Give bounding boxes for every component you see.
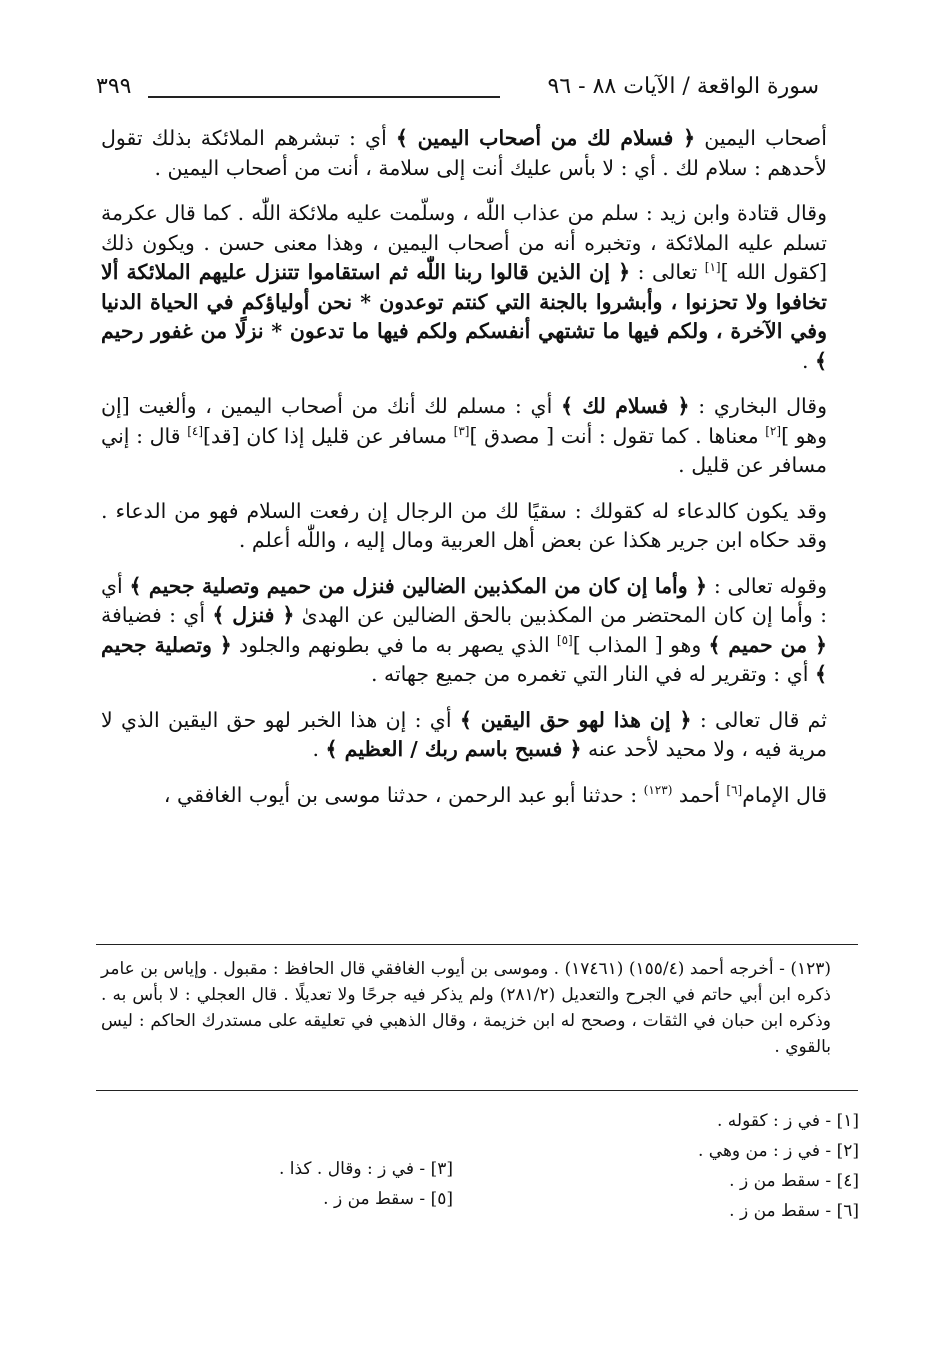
note-ref-3: [٣] <box>453 423 470 438</box>
surah-title: سورة الواقعة / الآيات ٨٨ - ٩٦ <box>547 74 819 99</box>
page-header <box>0 72 931 112</box>
note-ref-1: [١] <box>704 260 721 275</box>
quran-quote: ﴿ وتصلية جحيم ﴾ <box>101 632 827 686</box>
variant-note-4: [٤] - سقط من ز . <box>729 1171 859 1191</box>
quran-quote: ﴿ من حميم ﴾ <box>708 632 828 657</box>
variant-notes-left-column <box>279 1154 453 1214</box>
text: : حدثنا أبو عبد الرحمن ، حدثنا موسى بن أيوب الغافقي ، <box>163 782 644 807</box>
text: أي : وأما إن كان المحتضر من المكذبين بالحق الضالين عن الهدىٰ <box>101 573 827 627</box>
note-ref-6: [٦] <box>726 782 743 797</box>
quran-quote: ﴿ فسبح باسم ربك / العظيم ﴾ <box>325 737 582 761</box>
text: أحمد <box>672 782 727 807</box>
paragraph-5 <box>101 572 827 690</box>
main-text <box>101 124 827 826</box>
paragraph-7 <box>101 781 827 811</box>
variant-note-5: [٥] - سقط من ز . <box>323 1189 453 1209</box>
text: . <box>801 348 815 373</box>
quran-quote: ﴿ فنزل ﴾ <box>212 603 295 627</box>
text: أصحاب اليمين <box>695 126 827 150</box>
paragraph-2 <box>101 199 827 376</box>
text: مسافر عن قليل إذا كان [قد] <box>203 423 454 448</box>
page-number: ٣٩٩ <box>96 74 132 99</box>
quran-quote: ﴿ وأما إن كان من المكذبين الضالين فنزل من حميم وتصلية جحيم ﴾ <box>129 573 708 598</box>
paragraph-3 <box>101 392 827 481</box>
text: قال الإمام <box>742 782 827 807</box>
variant-notes-right-column <box>698 1106 859 1226</box>
quran-quote: ﴿ فسلام لك ﴾ <box>561 394 690 418</box>
variant-note-6: [٦] - سقط من ز . <box>729 1201 859 1221</box>
variant-note-1: [١] - في ز : كقوله . <box>717 1111 859 1131</box>
paragraph-6 <box>101 706 827 765</box>
text: أي : إن هذا الخبر لهو حق اليقين الذي لا مرية فيه ، ولا محيد لأحد عنه <box>101 707 827 761</box>
note-ref-2: [٢] <box>765 423 782 438</box>
text: أي : وتقرير له في النار التي تغمره من جميع جهاته . <box>370 662 815 686</box>
notes-separator <box>96 1090 858 1091</box>
header-rule <box>148 96 500 98</box>
text: وقال البخاري : <box>689 394 827 418</box>
text: الذي يصهر به ما في بطونهم والجلود <box>231 632 557 657</box>
text: . <box>312 737 326 761</box>
text: وقد يكون كالدعاء له كقولك : سقيًا لك من الرجال إن رفعت السلام فهو من الدعاء . وقد حكاه ابن جرير هكذا عن بعض أهل العربية ومال إليه ، واللّٰه أعلم . <box>101 498 827 552</box>
text: أي : فضيافة <box>101 603 213 627</box>
quran-quote: ﴿ إن الذين قالوا ربنا اللّٰه ثم استقاموا تتنزل عليهم الملائكة ألا تخافوا ولا تحزنوا ، وأبشروا بالجنة التي كنتم توعدون * نحن أولياؤكم في الحياة الدنيا وفي الآخرة ، ولكم فيها ما تشتهي أنفسكم ولكم فيها ما تدعون * نزلًا من غفور رحيم ﴾ <box>101 260 827 373</box>
text: وقوله تعالى : <box>707 573 827 598</box>
footnote-123: (١٢٣) - أخرجه أحمد (١٥٥/٤) (١٧٤٦١) . وموسى بن أيوب الغافقي قال الحافظ : مقبول . وإياس بن عامر ذكره ابن أبي حاتم في الجرح والتعديل (٢٨١/٢) ولم يذكر فيه جرحًا ولا تعديلًا . قال العجلي : لا بأس به . وذكره ابن حبان في الثقات ، وصحح له ابن خزيمة ، وقال الذهبي في تعليقه على مستدرك الحاكم : ليس بالقوي . <box>101 959 832 1057</box>
text: أي : تبشرهم الملائكة بذلك تقول لأحدهم : سلام لك . أي : لا بأس عليك أنت إلى سلامة ، أنت من أصحاب اليمين . <box>101 126 827 180</box>
text: أي : مسلم لك أنك من أصحاب اليمين ، وألغيت [إن وهو ] <box>101 394 827 448</box>
paragraph-4 <box>101 497 827 556</box>
quran-quote: ﴿ فسلام لك من أصحاب اليمين ﴾ <box>395 126 696 150</box>
footnote-ref-123: (١٢٣) <box>643 782 673 797</box>
footnote-separator <box>96 944 858 945</box>
quran-quote: ﴿ إن هذا لهو حق اليقين ﴾ <box>459 707 692 732</box>
text: وهو [ المذاب ] <box>572 632 709 657</box>
variant-note-2: [٢] - في ز : من وهي . <box>697 1141 859 1161</box>
text: معناها . كما تقول : أنت [ مصدق ] <box>469 423 766 448</box>
note-ref-4: [٤] <box>187 423 204 438</box>
variant-note-3: [٣] - في ز : وقال . كذا . <box>278 1159 453 1179</box>
text: تعالى : <box>630 260 705 284</box>
paragraph-1 <box>101 124 827 183</box>
text: قال : إني مسافر عن قليل . <box>101 423 827 477</box>
note-ref-5: [٥] <box>556 632 573 647</box>
text: ثم قال تعالى : <box>691 707 827 732</box>
text: وقال قتادة وابن زيد : سلم من عذاب اللّٰه ، وسلّمت عليه ملائكة اللّٰه . كما قال عكرمة تسلم عليه الملائكة ، وتخبره أنه من أصحاب اليمين ، وهذا معنى حسن . ويكون ذلك [كقول الله ] <box>101 201 827 284</box>
